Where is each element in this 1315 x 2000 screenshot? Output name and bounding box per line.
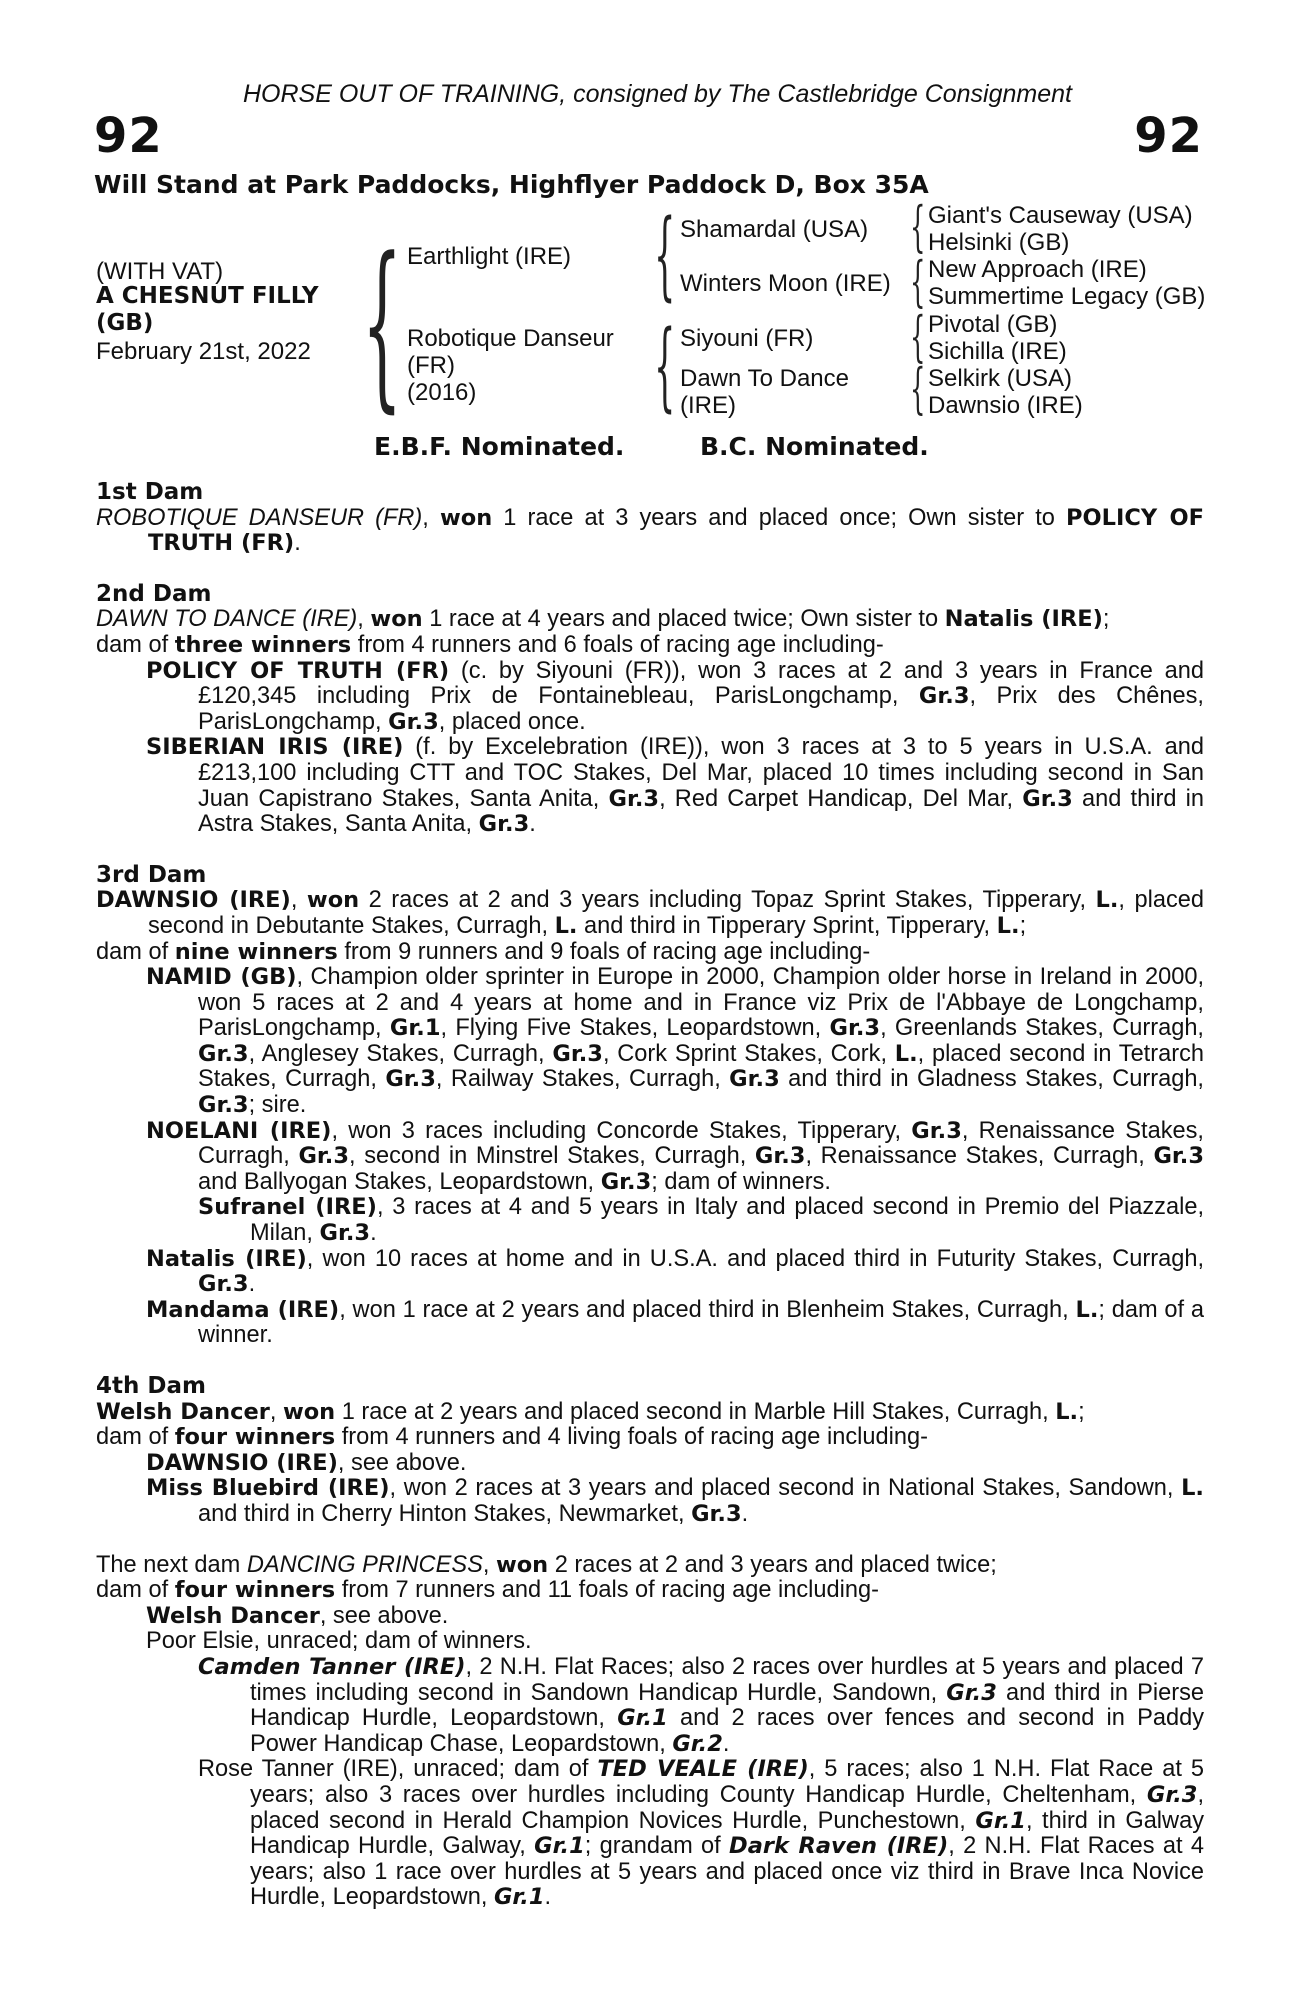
ebf-nomination: E.B.F. Nominated. (374, 432, 625, 461)
pedigree-brace-main: { (362, 220, 403, 429)
catalogue-body (96, 480, 1204, 1911)
offspring-name: NOELANI (IRE) (146, 1117, 332, 1144)
dam-of-label: dam of (96, 1424, 175, 1451)
listed: L. (996, 912, 1020, 939)
fourth-dam-produce-line (96, 1425, 1204, 1451)
offspring-name: Miss Bluebird (IRE) (146, 1475, 390, 1502)
next-dam-name: DANCING PRINCESS (246, 1551, 483, 1578)
offspring-text: , second in Minstrel Stakes, Curragh, (349, 1143, 755, 1170)
offspring-text: . (722, 1730, 730, 1757)
offspring-text: . (544, 1884, 552, 1911)
offspring-name: NAMID (GB) (146, 964, 297, 991)
offspring-namid (96, 965, 1204, 1119)
grade: Gr.3 (198, 1040, 249, 1067)
fourth-dam-won: won (282, 1398, 336, 1425)
offspring-text: , Renaissance Stakes, Curragh, (198, 1117, 1204, 1170)
winners-count: four winners (174, 1577, 336, 1604)
dam-line-3: (2016) (407, 379, 477, 406)
grade: Gr.3 (478, 811, 530, 838)
offspring-welsh-dancer (96, 1604, 1204, 1630)
third-dam-text: 2 races at 2 and 3 years including Topaz Sprint Stakes, Tipperary, (359, 887, 1096, 914)
pedigree-brace-sire: { (654, 199, 676, 311)
ss-sire: Giant's Causeway (USA) (928, 202, 1193, 229)
offspring-natalis (96, 1247, 1204, 1298)
dam-sire: Siyouni (FR) (680, 325, 814, 352)
second-dam-text2: ; (1102, 606, 1110, 633)
grade: Gr.1 (975, 1807, 1026, 1834)
offspring-name: Mandama (IRE) (146, 1296, 340, 1323)
third-dam-text: and third in Tipperary Sprint, Tipperary, (577, 912, 997, 939)
grade: Gr.3 (829, 1015, 881, 1042)
offspring-text: . (741, 1500, 749, 1527)
next-dam-won: won (495, 1551, 549, 1578)
sd-sire: New Approach (IRE) (928, 256, 1147, 283)
first-dam-won: won (439, 504, 493, 531)
listed: L. (1181, 1475, 1204, 1502)
third-dam-heading: 3rd Dam (96, 861, 207, 888)
offspring-text: , see above. (337, 1449, 467, 1476)
first-dam-heading: 1st Dam (96, 479, 204, 505)
offspring-text: and Ballyogan Stakes, Leopardstown, (198, 1168, 601, 1195)
offspring-text: ; grandam of (584, 1833, 730, 1860)
grade: Gr.1 (493, 1884, 545, 1911)
offspring-text: , Railway Stakes, Curragh, (435, 1066, 730, 1093)
offspring-text: , 5 races; also 1 N.H. Flat Race at 5 years; also 3 races over hurdles including County Handicap Hurdle, Cheltenham, (250, 1756, 1204, 1808)
offspring-text: , placed once. (438, 708, 586, 735)
offspring-text: (c. by Siyouni (FR)), won 3 races at 2 and 3 years in France and £120,345 including Prix de Fontainebleau, ParisLongchamp, (198, 657, 1204, 710)
listed: L. (1055, 1398, 1079, 1425)
offspring-name: Natalis (IRE) (146, 1245, 307, 1272)
first-dam-sister: POLICY OF TRUTH (FR) (148, 504, 1204, 557)
dd-dam: Dawnsio (IRE) (928, 392, 1083, 419)
grade: Gr.1 (617, 1705, 668, 1732)
dam-line-1: Robotique Danseur (407, 325, 614, 352)
sire-dam: Winters Moon (IRE) (680, 270, 891, 297)
grade: Gr.3 (1146, 1781, 1198, 1808)
third-dam-won: won (306, 887, 360, 914)
grade: Gr.3 (198, 1271, 249, 1298)
fourth-dam-text: ; (1078, 1398, 1085, 1425)
sire-sire: Shamardal (USA) (680, 216, 869, 243)
offspring-policy-of-truth (96, 659, 1204, 736)
offspring-name: SIBERIAN IRIS (IRE) (146, 734, 404, 761)
offspring-text: ; dam of a winner. (198, 1296, 1204, 1349)
offspring-name: POLICY OF TRUTH (FR) (146, 657, 450, 684)
fourth-dam-heading: 4th Dam (96, 1373, 206, 1399)
winners-count: nine winners (174, 938, 338, 965)
offspring-noelani (96, 1119, 1204, 1196)
first-dam-paragraph: ROBOTIQUE DANSEUR (FR), won 1 race at 3 years and placed once; Own sister to POLICY OF TRUTH (FR). (96, 504, 1204, 557)
first-dam-end: . (294, 530, 301, 557)
grade: Gr.3 (608, 785, 660, 812)
grade: Gr.3 (319, 1220, 371, 1247)
listed: L. (894, 1040, 918, 1067)
dd-sire: Selkirk (USA) (928, 365, 1073, 392)
offspring-text: , placed second in Tetrarch Stakes, Curragh, (198, 1040, 1204, 1093)
fourth-dam-name: Welsh Dancer (96, 1398, 270, 1425)
winners-count: four winners (174, 1424, 336, 1451)
dam-of-rest: from 9 runners and 9 foals of racing age including- (337, 938, 871, 965)
vat-note: (WITH VAT) (96, 258, 224, 285)
offspring-text: ; sire. (248, 1092, 307, 1119)
offspring-poor-elsie: Poor Elsie, unraced; dam of winners. (146, 1628, 532, 1655)
horse-country: (GB) (96, 310, 154, 336)
offspring-text: , Champion older sprinter in Europe in 2000, Champion older horse in Ireland in 2000, won 5 races at 2 and 4 years at home and in France viz Prix de l'Abbaye de Longchamp, ParisLongchamp, (198, 964, 1205, 1042)
consignor-line: HORSE OUT OF TRAINING, consigned by The Castlebridge Consignment (242, 80, 1073, 108)
grade: Gr.3 (388, 708, 439, 735)
grade: Gr.3 (552, 1040, 603, 1067)
offspring-text: , won 3 races including Concorde Stakes, Tipperary, (331, 1117, 912, 1144)
offspring-text: . (529, 811, 536, 838)
next-dam-produce-line (96, 1578, 1204, 1604)
winners-count: three winners (174, 631, 352, 658)
pedigree-brace-dam: { (654, 310, 676, 422)
pedigree-brace-dd: { (910, 357, 926, 420)
first-dam-text: 1 race at 3 years and placed once; Own sister to (492, 504, 1066, 531)
next-dam-text: 2 races at 2 and 3 years and placed twice; (548, 1551, 997, 1578)
grade: Gr.2 (672, 1730, 723, 1757)
second-dam-sister: Natalis (IRE) (944, 606, 1103, 633)
offspring-text: , Cork Sprint Stakes, Cork, (602, 1040, 895, 1067)
dam-of-rest: from 4 runners and 6 foals of racing age including- (351, 631, 884, 658)
offspring-text: , Greenlands Stakes, Curragh, (880, 1015, 1204, 1042)
offspring-camden-tanner (96, 1655, 1204, 1757)
listed: L. (1075, 1296, 1099, 1323)
pedigree-brace-ds: { (910, 305, 926, 368)
pedigree-brace-sd: { (910, 250, 926, 313)
second-dam-produce-line (96, 633, 1204, 659)
offspring-rose-tanner (96, 1757, 1204, 1911)
ss-dam: Helsinki (GB) (928, 229, 1070, 256)
grade: Gr.3 (729, 1066, 780, 1093)
listed: L. (1095, 887, 1119, 914)
first-dam-name: ROBOTIQUE DANSEUR (FR) (96, 504, 423, 531)
third-dam-paragraph: DAWNSIO (IRE), won 2 races at 2 and 3 years including Topaz Sprint Stakes, Tipperary, L., placed second in Debutante Stakes, Curragh, L. and third in Tipperary Sprint, Tipperary, L.; (96, 887, 1204, 939)
offspring-name: Sufranel (IRE) (198, 1194, 377, 1221)
dam-dam-line-2: (IRE) (680, 392, 736, 419)
dam-line-2: (FR) (407, 352, 455, 379)
sd-dam: Summertime Legacy (GB) (928, 283, 1206, 310)
next-dam-intro: The next dam (96, 1551, 247, 1578)
grade: Gr.3 (946, 1679, 997, 1706)
horse-name: A CHESNUT FILLY (96, 283, 319, 309)
grade: Gr.1 (389, 1015, 441, 1042)
second-dam-text: 1 race at 4 years and placed twice; Own sister to (422, 606, 945, 633)
offspring-text: and third in Gladness Stakes, Curragh, (779, 1066, 1204, 1093)
foaling-date: February 21st, 2022 (96, 338, 311, 365)
third-dam-text: ; (1019, 912, 1027, 939)
grade: Gr.3 (198, 1092, 249, 1119)
offspring-text: and third in Astra Stakes, Santa Anita, (198, 785, 1204, 838)
offspring-name: TED VEALE (IRE) (597, 1756, 809, 1783)
sire: Earthlight (IRE) (407, 243, 572, 270)
dam-of-rest: from 4 runners and 4 living foals of racing age including- (335, 1424, 928, 1451)
offspring-text: , see above. (319, 1602, 449, 1629)
offspring-name: DAWNSIO (IRE) (146, 1449, 338, 1476)
offspring-text: , Red Carpet Handicap, Del Mar, (659, 785, 1023, 812)
pedigree-brace-ss: { (910, 195, 926, 258)
offspring-name: Camden Tanner (IRE) (198, 1653, 466, 1680)
offspring-siberian-iris (96, 735, 1204, 837)
grade: Gr.3 (600, 1168, 652, 1195)
grade: Gr.3 (385, 1066, 436, 1093)
grade: Gr.3 (918, 683, 970, 710)
grade: Gr.3 (1022, 785, 1073, 812)
second-dam-heading: 2nd Dam (96, 580, 212, 607)
offspring-text: , won 10 races at home and in U.S.A. and placed third in Futurity Stakes, Curragh, (306, 1245, 1204, 1272)
grade: Gr.3 (298, 1143, 349, 1170)
offspring-text: , 2 N.H. Flat Races at 4 years; also 1 race over hurdles at 5 years and placed once viz third in Brave Inca Novice Hurdle, Leopardstown, (250, 1833, 1204, 1911)
offspring-name: Dark Raven (IRE) (729, 1833, 949, 1860)
offspring-text: ; dam of winners. (651, 1168, 831, 1195)
third-dam-name: DAWNSIO (IRE) (96, 887, 291, 914)
grade: Gr.3 (911, 1117, 962, 1144)
offspring-text: and third in Pierse Handicap Hurdle, Leopardstown, (250, 1679, 1204, 1732)
lot-number-left: 92 (94, 108, 163, 164)
offspring-text: Rose Tanner (IRE), unraced; dam of (198, 1756, 598, 1783)
offspring-mandama (96, 1298, 1204, 1349)
bc-nomination: B.C. Nominated. (700, 432, 929, 461)
offspring-text: . (370, 1220, 377, 1247)
next-dam-paragraph: The next dam DANCING PRINCESS, won 2 races at 2 and 3 years and placed twice; (96, 1551, 997, 1578)
offspring-text: , won 1 race at 2 years and placed third in Blenheim Stakes, Curragh, (339, 1296, 1076, 1323)
dam-of-label: dam of (96, 631, 175, 658)
ds-dam: Sichilla (IRE) (928, 338, 1067, 365)
offspring-miss-bluebird (96, 1476, 1204, 1527)
stand-location: Will Stand at Park Paddocks, Highflyer Paddock D, Box 35A (94, 170, 929, 199)
fourth-dam-paragraph: Welsh Dancer, won 1 race at 2 years and placed second in Marble Hill Stakes, Curragh, L.; (96, 1398, 1085, 1425)
ds-sire: Pivotal (GB) (928, 311, 1058, 338)
offspring-text: , won 2 races at 3 years and placed second in National Stakes, Sandown, (389, 1475, 1182, 1502)
offspring-text: and 2 races over fences and second in Paddy Power Handicap Chase, Leopardstown, (250, 1705, 1205, 1757)
offspring-text: , Anglesey Stakes, Curragh, (248, 1040, 553, 1067)
third-dam-text: , placed second in Debutante Stakes, Curragh, (148, 887, 1204, 939)
third-dam-produce-line (96, 940, 1204, 966)
offspring-text: , 2 N.H. Flat Races; also 2 races over hurdles at 5 years and placed 7 times including second in Sandown Handicap Hurdle, Sandown, (250, 1653, 1204, 1706)
dam-dam-line-1: Dawn To Dance (680, 365, 849, 392)
offspring-text: , placed second in Herald Champion Novices Hurdle, Punchestown, (250, 1781, 1204, 1834)
second-dam-won: won (370, 606, 423, 633)
offspring-text: (f. by Excelebration (IRE)), won 3 races at 3 to 5 years in U.S.A. and £213,100 including CTT and TOC Stakes, Del Mar, placed 10 times including second in San Juan Capistrano Stakes, Santa Anita, (198, 734, 1204, 812)
offspring-text: . (248, 1271, 256, 1298)
second-dam-name: DAWN TO DANCE (IRE) (96, 606, 358, 633)
offspring-text: , third in Galway Handicap Hurdle, Galway, (250, 1807, 1205, 1860)
offspring-text: , Renaissance Stakes, Curragh, (805, 1143, 1154, 1170)
dam-of-rest: from 7 runners and 11 foals of racing age including- (335, 1577, 880, 1604)
dam-of-label: dam of (96, 1577, 175, 1604)
dam-of-label: dam of (96, 938, 175, 965)
offspring-text: , 3 races at 4 and 5 years in Italy and placed second in Premio del Piazzale, Milan, (250, 1194, 1205, 1247)
offspring-dawnsio (96, 1451, 1204, 1477)
grade: Gr.3 (1153, 1143, 1204, 1170)
offspring-text: , Prix des Chênes, ParisLongchamp, (198, 683, 1204, 735)
grade: Gr.3 (754, 1143, 806, 1170)
listed: L. (554, 912, 578, 939)
offspring-name: Welsh Dancer (146, 1602, 320, 1629)
lot-number-right: 92 (1134, 108, 1203, 164)
second-dam-paragraph: DAWN TO DANCE (IRE), won 1 race at 4 years and placed twice; Own sister to Natalis (IRE); (96, 606, 1110, 633)
offspring-text: and third in Cherry Hinton Stakes, Newmarket, (198, 1500, 692, 1527)
offspring-sufranel (96, 1195, 1204, 1246)
fourth-dam-text: 1 race at 2 years and placed second in Marble Hill Stakes, Curragh, (335, 1398, 1056, 1425)
grade: Gr.3 (691, 1500, 742, 1527)
grade: Gr.1 (534, 1833, 585, 1860)
offspring-text: , Flying Five Stakes, Leopardstown, (440, 1015, 830, 1042)
